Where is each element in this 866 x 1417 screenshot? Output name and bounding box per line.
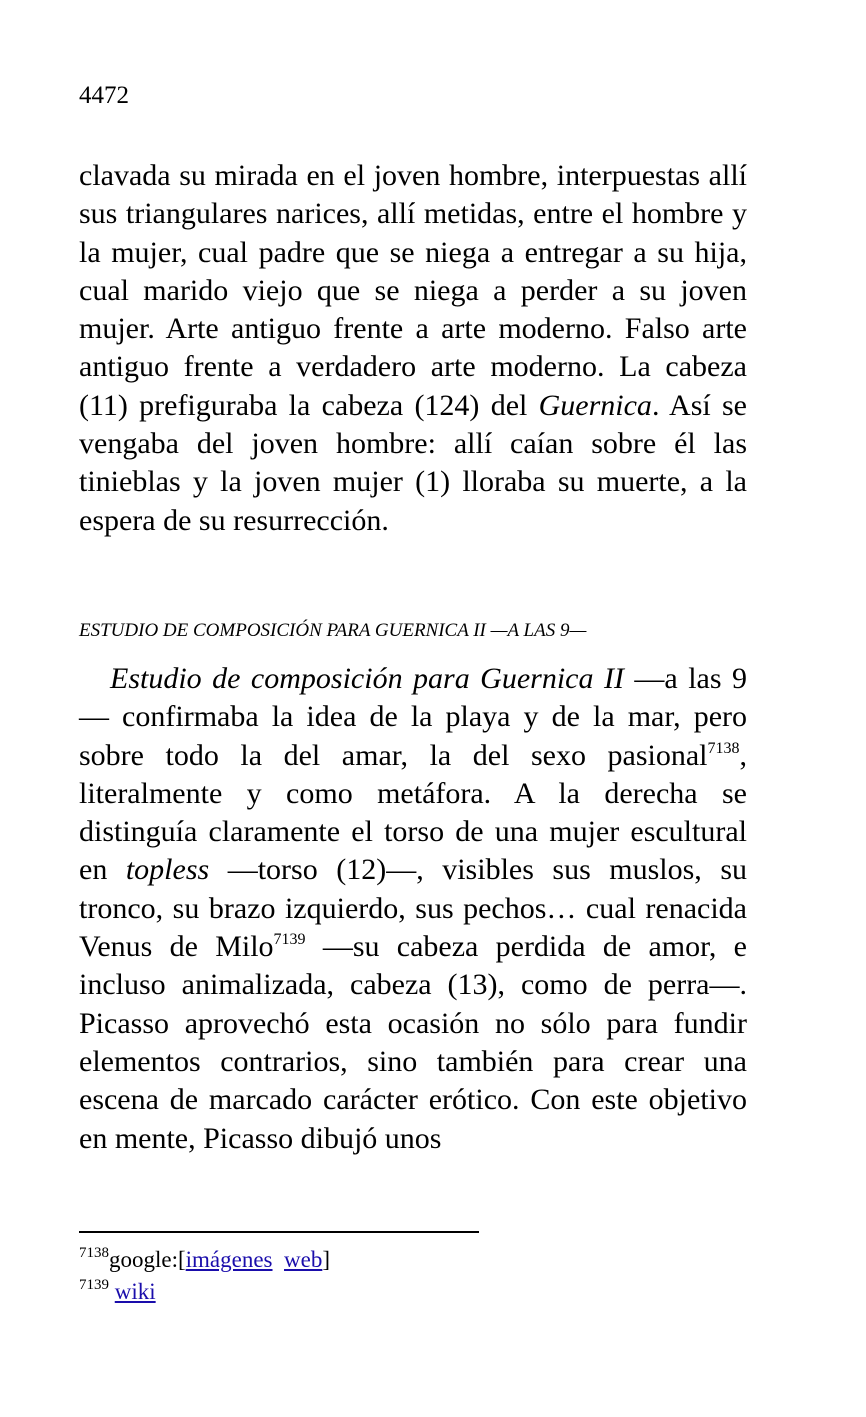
footnote-number: 7138 xyxy=(79,1245,109,1261)
web-link[interactable]: web xyxy=(284,1247,323,1272)
footnotes xyxy=(79,1244,330,1308)
page-number: 4472 xyxy=(79,82,129,109)
footnote-divider xyxy=(79,1231,479,1233)
footnote-suffix: ] xyxy=(322,1247,331,1272)
footnote-7138 xyxy=(79,1244,330,1276)
footnote-number: 7139 xyxy=(79,1277,109,1293)
footnote-prefix: google:[ xyxy=(109,1247,186,1272)
wiki-link[interactable]: wiki xyxy=(114,1279,156,1304)
body-paragraph-1 xyxy=(79,157,747,540)
italic-word: topless xyxy=(125,853,210,887)
body-paragraph-2 xyxy=(79,660,747,1158)
section-heading: ESTUDIO DE COMPOSICIÓN PARA GUERNICA II —A LAS 9— xyxy=(79,620,587,641)
paragraph-text: clavada su mirada en el joven hombre, interpuestas allí sus triangulares narices, allí metidas, entre el hombre y la mujer, cual padre que se niega a entregar a su hija, cual marido viejo que se niega a perder a su joven mujer. Arte antiguo frente a arte moderno. Falso arte antiguo frente a verdadero arte moderno. La cabeza (11) prefiguraba la cabeza (124) del xyxy=(79,159,747,422)
paragraph-text: —a las 9— confirmaba la idea de la playa y de la mar, pero sobre todo la del amar, la del sexo pasional xyxy=(79,662,748,772)
paragraph-text: . Así se vengaba del joven hombre: allí caían sobre él las tinieblas y la joven mujer (1) lloraba su muerte, a la espera de su resurrección. xyxy=(79,388,747,537)
footnote-7139 xyxy=(79,1276,330,1308)
paragraph-text: , literalmente y como metáfora. A la derecha se distinguía claramente el torso de una mujer escultural en xyxy=(79,738,747,887)
italic-title: Estudio de composición para Guernica II xyxy=(110,662,624,695)
footnote-ref-7138[interactable]: 7138 xyxy=(707,739,740,757)
paragraph-text: —su cabeza perdida de amor, e incluso animalizada, cabeza (13), como de perra—. Picasso aprovechó esta ocasión no sólo para fundir elementos contrarios, sino también para crear una escena de marcado carácter erótico. Con este objetivo en mente, Picasso dibujó unos xyxy=(79,930,747,1155)
footnote-ref-7139[interactable]: 7139 xyxy=(273,931,306,949)
italic-title: Guernica xyxy=(538,388,652,422)
paragraph-text: —torso (12)—, visibles sus muslos, su tronco, su brazo izquierdo, sus pechos… cual renacida Venus de Milo xyxy=(79,853,747,964)
images-link[interactable]: imágenes xyxy=(185,1247,273,1272)
